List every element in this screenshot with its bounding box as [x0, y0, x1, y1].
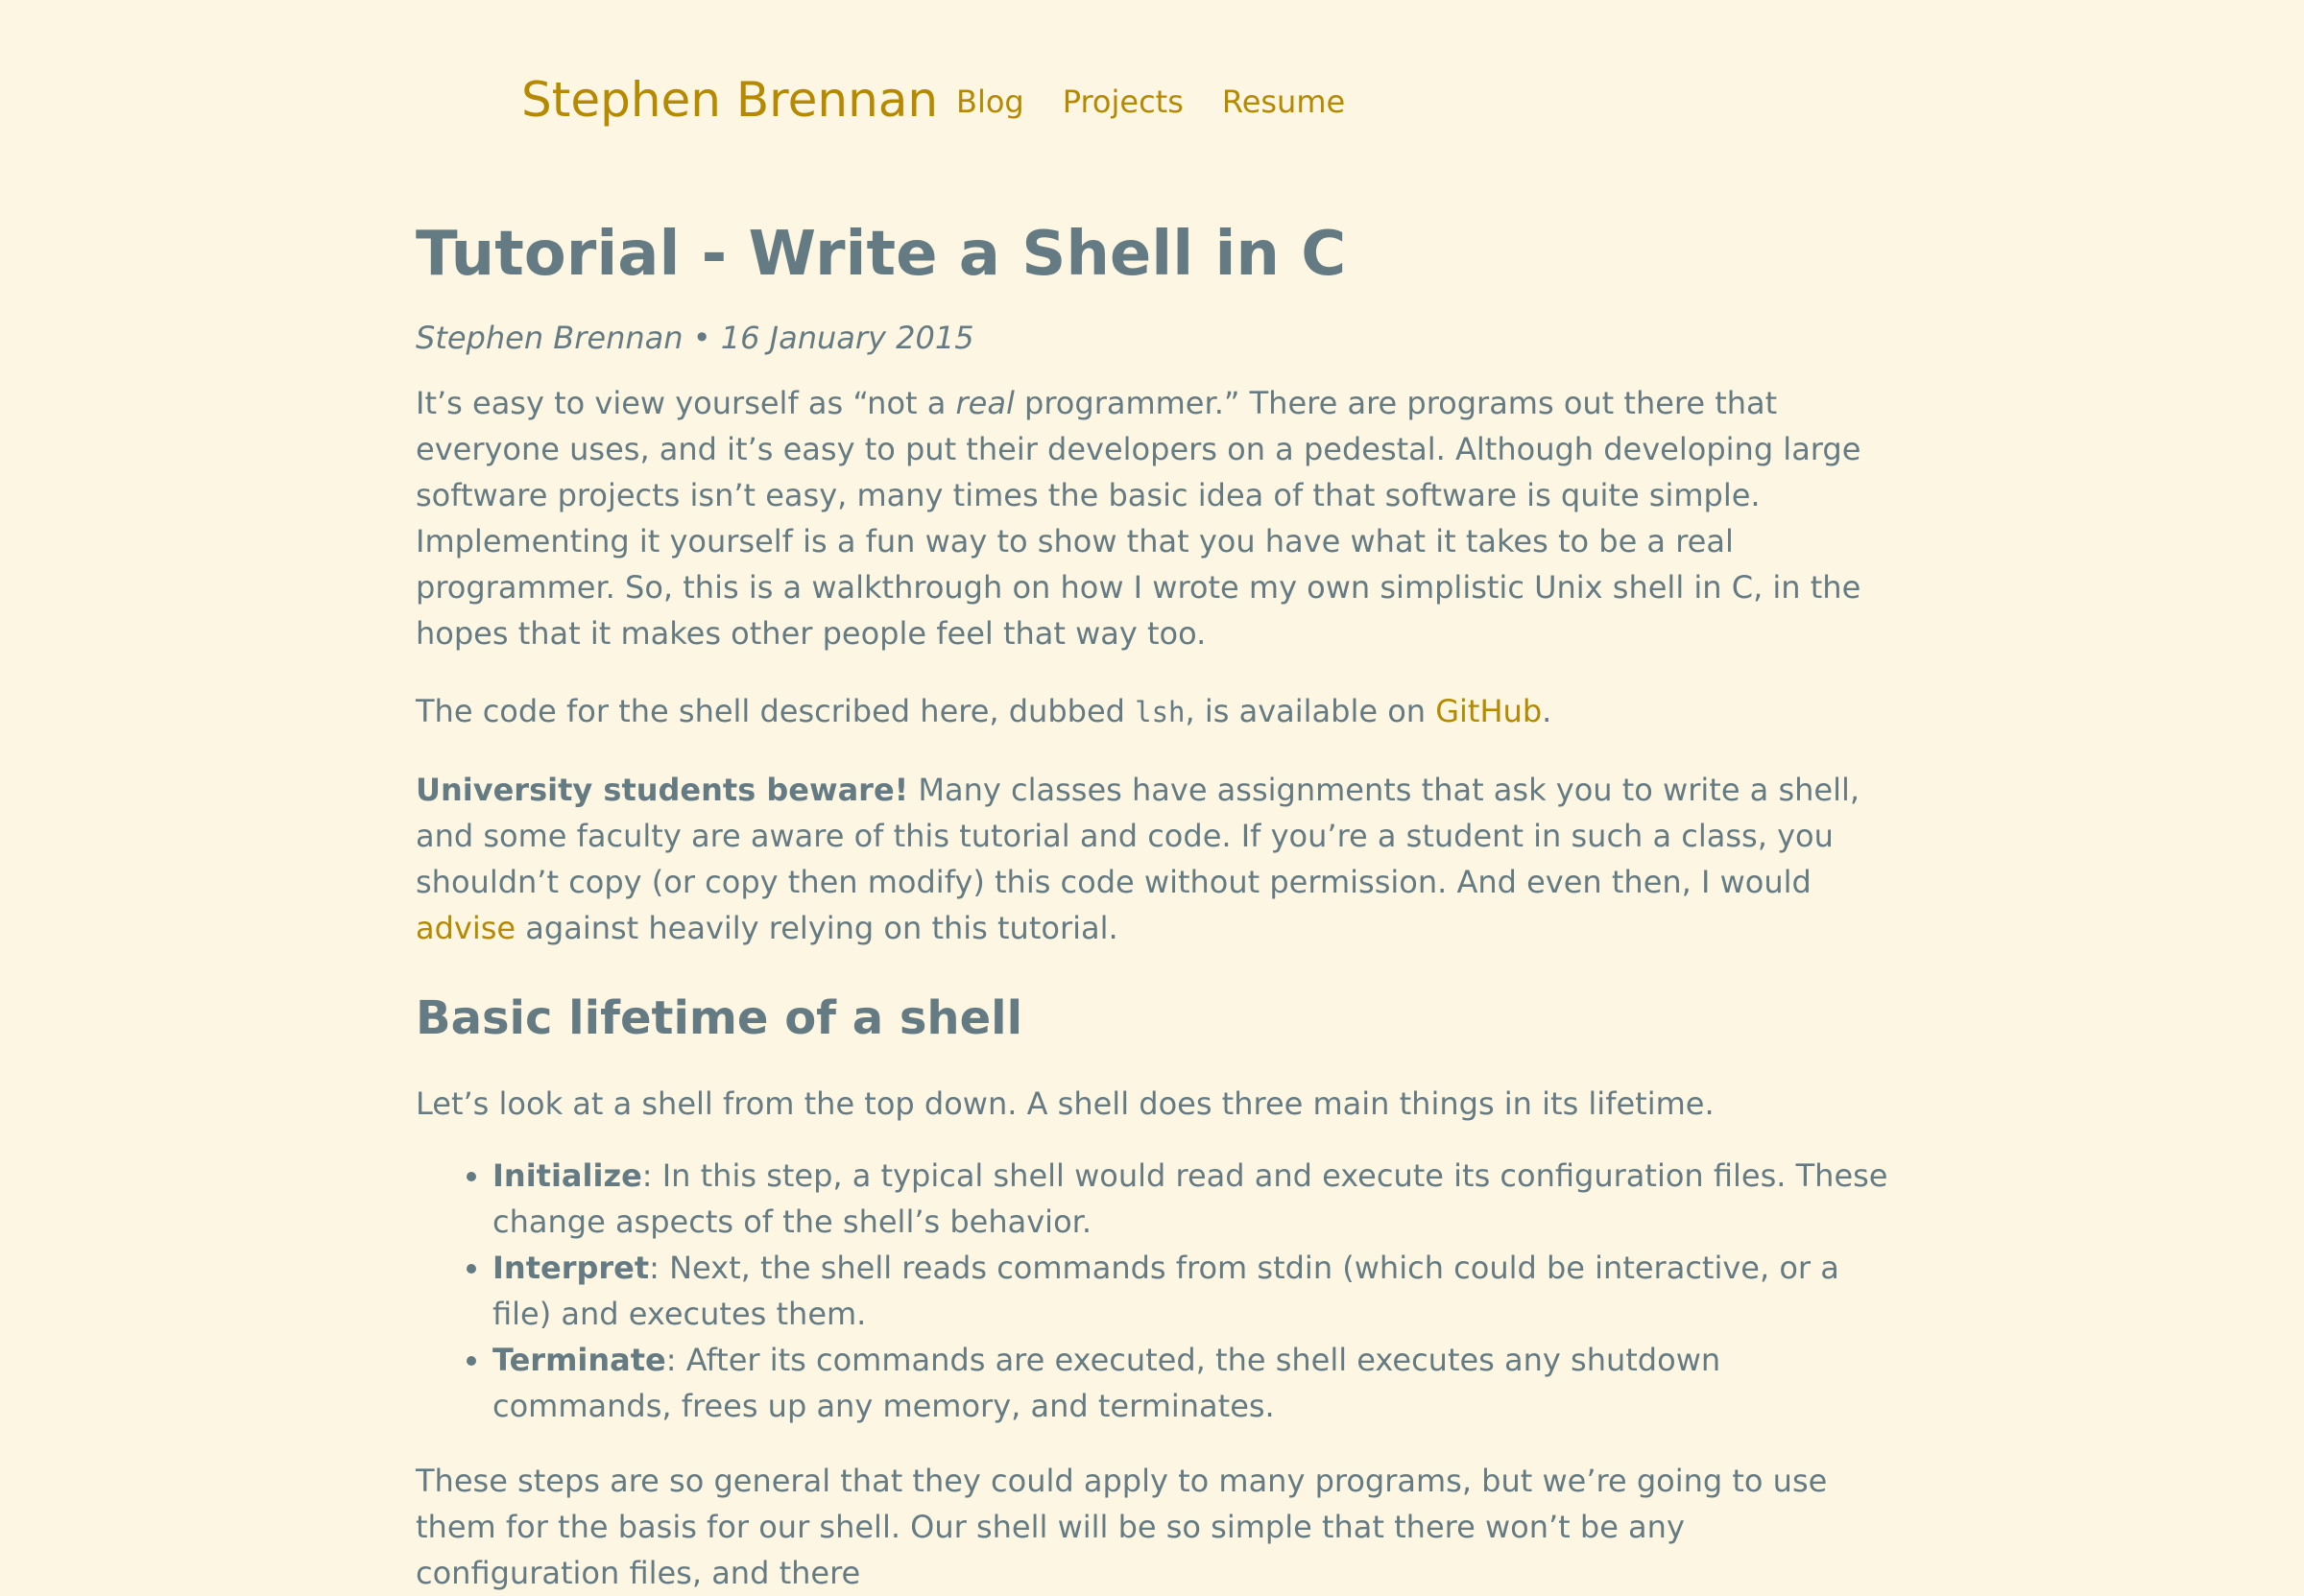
meta-separator: • [683, 320, 721, 356]
code-text-3: . [1542, 693, 1552, 729]
advise-link[interactable]: advise [416, 910, 516, 946]
intro-emphasis: real [955, 385, 1015, 421]
inline-code-lsh: lsh [1135, 696, 1186, 728]
nav-link-resume[interactable]: Resume [1221, 83, 1346, 120]
warning-bold: University students beware! [416, 772, 909, 808]
post-meta [416, 319, 1889, 357]
list-item [492, 1337, 1889, 1429]
step-term: Terminate [492, 1342, 666, 1378]
site-header [0, 0, 2304, 144]
step-term: Initialize [492, 1157, 642, 1194]
nav-link-blog[interactable]: Blog [956, 83, 1024, 120]
code-text-2: , is available on [1185, 693, 1436, 729]
code-link-paragraph [416, 688, 1889, 735]
lifetime-steps-list [416, 1153, 1889, 1429]
step-text: : In this step, a typical shell would read and execute its configuration files. These change aspects of the shell’s behavior. [492, 1157, 1888, 1240]
article [416, 211, 1889, 1596]
warning-text-2: against heavily relying on this tutorial. [516, 910, 1118, 946]
code-text-1: The code for the shell described here, dubbed [416, 693, 1136, 729]
list-item [492, 1245, 1889, 1337]
nav-link-projects[interactable]: Projects [1062, 83, 1184, 120]
students-warning-paragraph [416, 767, 1889, 951]
intro-paragraph [416, 380, 1889, 656]
lifetime-paragraph: Let’s look at a shell from the top down. A shell does three main things in its lifetime. [416, 1085, 1715, 1122]
github-link[interactable]: GitHub [1435, 693, 1543, 729]
intro-text-2: programmer.” There are programs out there that everyone uses, and it’s easy to put their developers on a pedestal. Although developing large software projects isn’t easy, many times the basic idea of that software is quite simple. Implementing it yourself is a fun way to show that you have what it takes to be a real programmer. So, this is a walkthrough on how I wrote my own simplistic Unix shell in C, in the hopes that it makes other people feel that way too. [416, 385, 1861, 652]
post-date: 16 January 2015 [720, 320, 974, 356]
section-heading: Basic lifetime of a shell [416, 991, 1023, 1045]
main-nav [956, 83, 1345, 121]
warning-text-1: Many classes have assignments that ask you to write a shell, and some faculty are aware of this tutorial and code. If you’re a student in such a class, you shouldn’t copy (or copy then modify) this code without permission. And even then, I would [416, 772, 1860, 900]
step-text: : After its commands are executed, the shell executes any shutdown commands, frees up any memory, and terminates. [492, 1342, 1721, 1424]
steps-summary-paragraph: These steps are so general that they could apply to many programs, but we’re going to use them for the basis for our shell. Our shell will be so simple that there won’t be any configuration files, and there [416, 1463, 1828, 1591]
step-term: Interpret [492, 1250, 650, 1286]
post-title: Tutorial - Write a Shell in C [416, 219, 1347, 290]
intro-text-1: It’s easy to view yourself as “not a [416, 385, 956, 421]
list-item [492, 1153, 1889, 1245]
post-author: Stephen Brennan [416, 320, 684, 356]
step-text: : Next, the shell reads commands from stdin (which could be interactive, or a file) and executes them. [492, 1250, 1839, 1332]
site-title-link[interactable]: Stephen Brennan [521, 72, 939, 128]
